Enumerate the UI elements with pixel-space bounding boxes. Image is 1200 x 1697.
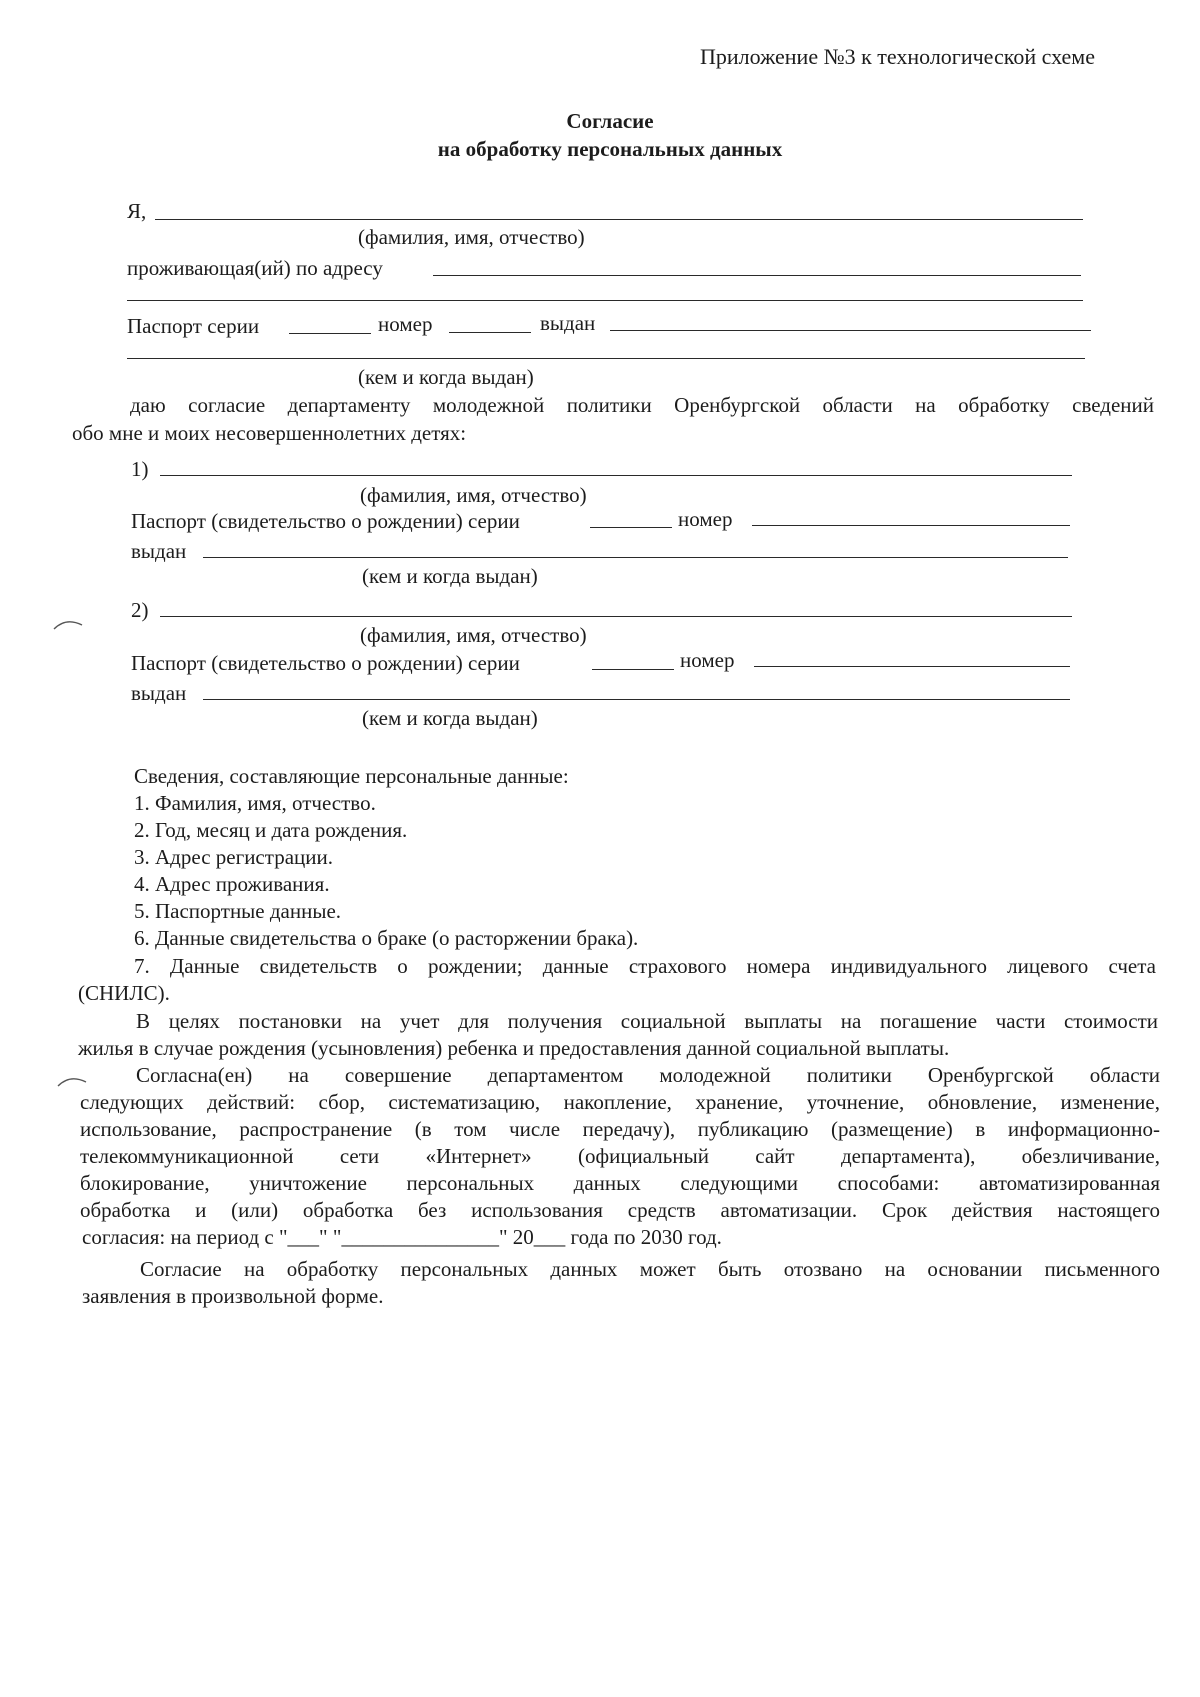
child1-series-line[interactable]: [590, 527, 672, 528]
personal-data-item: 1. Фамилия, имя, отчество.: [134, 791, 376, 815]
address-label: проживающая(ий) по адресу: [127, 256, 383, 280]
child1-doc-label: Паспорт (свидетельство о рождении) серии: [131, 509, 520, 533]
revocation-line1: Согласие на обработку персональных данных может быть отозвано на основании письменного: [140, 1257, 1160, 1281]
child2-series-line[interactable]: [592, 669, 674, 670]
consent-intro-line1: даю согласие департаменту молодежной политики Оренбургской области на обработку сведений: [130, 393, 1154, 417]
child2-number-line[interactable]: [754, 666, 1070, 667]
purpose-line1: В целях постановки на учет для получения социальной выплаты на погашение части стоимости: [136, 1009, 1158, 1033]
child2-issued-line[interactable]: [203, 699, 1070, 700]
child1-fio-line[interactable]: [160, 475, 1072, 476]
passport-number-line[interactable]: [449, 332, 531, 333]
personal-data-item: 4. Адрес проживания.: [134, 872, 330, 896]
scan-mark: [56, 1074, 90, 1088]
actions-line: обработка и (или) обработка без использования средств автоматизации. Срок действия настоящего: [80, 1198, 1160, 1222]
passport-series-line[interactable]: [289, 333, 371, 334]
actions-line: использование, распространение (в том числе передачу), публикацию (размещение) в информационно-: [80, 1117, 1160, 1141]
actions-line: блокирование, уничтожение персональных данных следующими способами: автоматизированная: [80, 1171, 1160, 1195]
actions-line: следующих действий: сбор, систематизацию, накопление, хранение, уточнение, обновление, изменение,: [80, 1090, 1160, 1114]
child2-number-label: номер: [680, 648, 735, 672]
applicant-fio-caption: (фамилия, имя, отчество): [358, 225, 585, 249]
applicant-issued-caption: (кем и когда выдан): [358, 365, 534, 389]
child2-doc-label: Паспорт (свидетельство о рождении) серии: [131, 651, 520, 675]
personal-data-heading: Сведения, составляющие персональные данные:: [134, 764, 569, 788]
child2-issued-caption: (кем и когда выдан): [362, 706, 538, 730]
scan-mark: [52, 617, 86, 631]
address-line-2[interactable]: [127, 300, 1083, 301]
actions-last-line: согласия: на период с "___" "_______________" 20___ года по 2030 год.: [82, 1225, 722, 1249]
child1-issued-caption: (кем и когда выдан): [362, 564, 538, 588]
document-subtitle: на обработку персональных данных: [437, 137, 783, 161]
personal-data-item: 5. Паспортные данные.: [134, 899, 342, 923]
child1-number-line[interactable]: [752, 525, 1070, 526]
passport-number-label: номер: [378, 312, 433, 336]
document-title: Согласие: [566, 109, 654, 133]
purpose-line2: жилья в случае рождения (усыновления) ребенка и предоставления данной социальной выплаты.: [78, 1036, 950, 1060]
applicant-fio-line[interactable]: [155, 219, 1083, 220]
passport-issued-label: выдан: [540, 311, 596, 335]
child1-issued-label: выдан: [131, 539, 187, 563]
actions-line: телекоммуникационной сети «Интернет» (официальный сайт департамента), обезличивание,: [80, 1144, 1160, 1168]
child1-fio-caption: (фамилия, имя, отчество): [360, 483, 587, 507]
personal-data-item: 7. Данные свидетельств о рождении; данные страхового номера индивидуального лицевого счета: [134, 954, 1156, 978]
child2-index: 2): [131, 598, 149, 622]
personal-data-item7-cont: (СНИЛС).: [78, 981, 170, 1005]
child1-number-label: номер: [678, 507, 733, 531]
personal-data-item: 2. Год, месяц и дата рождения.: [134, 818, 408, 842]
passport-label: Паспорт серии: [127, 314, 260, 338]
passport-issued-line-2[interactable]: [127, 358, 1085, 359]
child1-issued-line[interactable]: [203, 557, 1068, 558]
child1-index: 1): [131, 457, 149, 481]
consent-intro-line2: обо мне и моих несовершеннолетних детях:: [72, 421, 467, 445]
i-label: Я,: [127, 199, 147, 223]
child2-fio-line[interactable]: [160, 616, 1072, 617]
appendix-header: Приложение №3 к технологической схеме: [700, 44, 1095, 69]
passport-issued-line[interactable]: [610, 330, 1091, 331]
personal-data-item: 6. Данные свидетельства о браке (о расторжении брака).: [134, 926, 639, 950]
revocation-line2: заявления в произвольной форме.: [82, 1284, 384, 1308]
actions-line: Согласна(ен) на совершение департаментом молодежной политики Оренбургской области: [136, 1063, 1160, 1087]
child2-issued-label: выдан: [131, 681, 187, 705]
address-line-1[interactable]: [433, 275, 1081, 276]
child2-fio-caption: (фамилия, имя, отчество): [360, 623, 587, 647]
personal-data-item: 3. Адрес регистрации.: [134, 845, 333, 869]
